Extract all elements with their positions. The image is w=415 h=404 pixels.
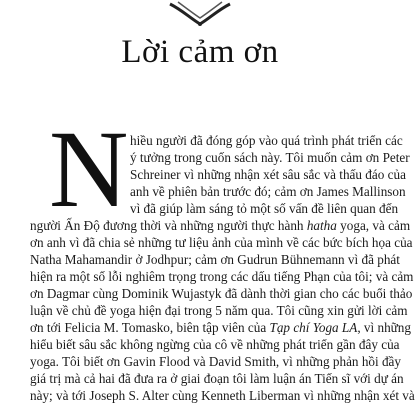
- text-line: ý tưởng trong cuốn sách này. Tôi muốn cảm ơn Peter: [130, 150, 410, 165]
- text-line: vì đã giúp làm sáng tỏ một số vấn đề liên quan đến: [130, 201, 399, 216]
- text-line: Schreiner vì những nhận xét sâu sắc và thấu đáo của: [130, 167, 406, 182]
- text-line: hiện ra một số lỗi nghiêm trọng trong các dấu tiếng Phạn của tôi; và cảm: [30, 269, 414, 284]
- text-segment: , vì những: [357, 320, 411, 335]
- text-line: này; và tới Joseph S. Alter cùng Kenneth Liberman vì những nhận xét và: [30, 388, 415, 403]
- text-line: [30, 218, 411, 234]
- text-segment: yoga, và cảm: [336, 218, 411, 233]
- text-line: hiểu biết sâu sắc không ngừng của cô về những phát triển gần đây của: [30, 337, 400, 352]
- text-segment: ơn tới Felicia M. Tomasko, biên tập viên của: [30, 320, 270, 335]
- italic-title: Tạp chí Yoga LA: [269, 320, 358, 335]
- text-line: ơn anh vì đã chia sẻ những tư liệu ảnh của mình về các bức bích họa của: [30, 235, 413, 250]
- drop-cap: N: [49, 108, 129, 230]
- text-line: anh về phiên bản trước đó; cảm ơn James Mallinson: [130, 184, 406, 199]
- text-line: hiều người đã đóng góp vào quá trình phát triển các: [130, 133, 403, 148]
- decorative-ornament: [168, 0, 232, 28]
- text-line: Natha Mahamandir ở Jodhpur; cảm ơn Gudrun Bühnemann vì đã phát: [30, 252, 400, 267]
- text-segment: người Ấn Độ đương thời và những người thực hành: [30, 218, 307, 233]
- text-line: giá trị mà cả hai đã đưa ra ở giai đoạn tôi làm luận án Tiến sĩ với dự án: [30, 371, 404, 386]
- page-title: Lời cảm ơn: [121, 34, 279, 70]
- text-line: luận về chủ đề yoga hiện đại trong 5 năm qua. Tôi cũng xin gửi lời cảm: [30, 303, 408, 318]
- text-line: yoga. Tôi biết ơn Gavin Flood và David Smith, vì những phản hồi đầy: [30, 354, 402, 369]
- text-line: ơn Dagmar cùng Dominik Wujastyk đã dành thời gian cho các buổi thảo: [30, 286, 413, 301]
- italic-term: hatha: [306, 218, 337, 233]
- text-line: [30, 320, 411, 336]
